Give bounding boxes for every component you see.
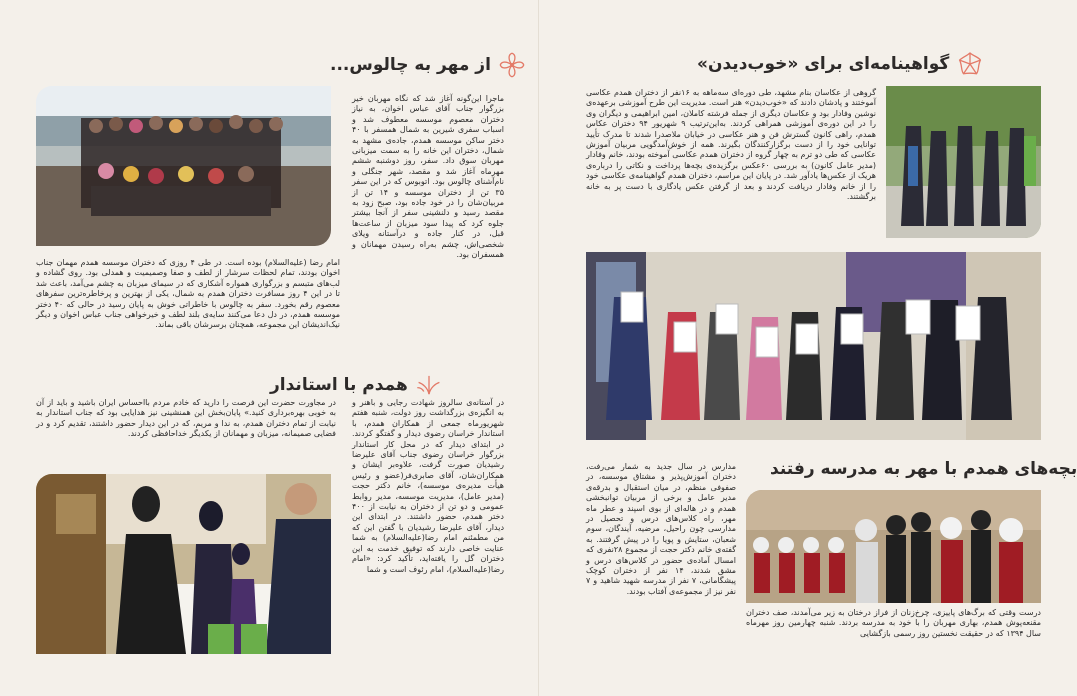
heading-text: همدم با استاندار xyxy=(270,375,408,395)
flower-icon xyxy=(416,372,442,398)
photo-girls-park xyxy=(886,86,1041,238)
story-ostandar-column-right: در آستانه‌ی سالروز شهادت رجایی و باهنر و به انگیزه‌ی بزرگداشت روز دولت، شنبه هفتم شهریورماه جمعی از همکاران همدم، با استاندار خراسان رضوی دیدار و گفتگو کردند. در ابتدای دیدار که در محل کار استاندار بزرگوار خراسان رضوی جناب آقای علیرضا رشیدیان صورت گرفت، علاوه‌بر ایشان و همکاران‌شان، آقای صابری‌فر(عضو و رئیس هیأت مدیره‌ی موسسه)، خانم دکتر حجت (مدیر عامل)، مدیریت موسسه، مدیر روابط عمومی و دو تن از دختران به نیابت از ۴۰۰ دختر همدم، حضور داشتند. در ابتدای این دیدار، آقای علیرضا رشیدیان با گفتن این که من مطمئنم امام رضا(علیه‌السلام) به شما عنایت خاصی دارند که توفیق خدمت به این دختران گل را یافته‌اید، تأکید کرد: «امام رضا(علیه‌السلام)، امام رئوف است و شما xyxy=(352,398,504,574)
photo-beach-group xyxy=(36,86,331,246)
story-chalus-column-right: ماجرا این‌گونه آغاز شد که نگاه مهربان خیر بزرگوار جناب آقای عباس اخوان، به نیاز دختران معصوم موسسه معطوف شد و اسباب سفری شیرین به شمال همسفر با ۴۰ دختر ساکن موسسه همدم، جاده‌ی مشهد به شمال، دختران این خانه را به سمت میزبانی مهربان سوق داد. سفر، روز دوشنبه ششم مهرماه آغاز شد و مقصد، شهر جنگلی و نام‌آشنای چالوس بود. اتوبوس که در این سفر ۳۵ تن از دختران موسسه و ۱۴ تن از مربیان‌شان را در خود جاده بود، صبح زود به مقصد رسید و دلنشینی سفر از آنجا بیشتر جلوه کرد که پیدا سود میزبان از ساعت‌ها قبل، در کنار جاده و درآستانه ویلای شخصی‌اش، چشم به‌راه رسیدن مهمانان و همسفران بود. xyxy=(352,94,504,260)
story-chalus-continuation: امام رضا (علیه‌السلام) بوده است. در طی ۴ روزی که دختران موسسه همدم مهمان جناب اخوان بودند، تمام لحظات سرشار از لطف و صفا وصمیمیت و همدلی بود. روی گشاده و لب‌های متبسم و بزرگواری همواره آشکاری که در سیمای میزبان به چشم می‌آمد، باعث شد تا در این ۴ روز مسافرت دختران همدم به شمال، یکی از بهترین و پرخاطره‌ترین سفرهای معصوم رقم بخورد. سفر به چالوس با خاطراتی خوش به پایان رسید در حالی که ۴۰ دختر موسسه همدم، در دل دعا می‌کنند سایه‌ی بلند لطف و خیرخواهی جناب عباس اخوان و دیگر نیک‌اندیشان این مجموعه، همچنان برسرشان باقی بماند. xyxy=(36,258,340,330)
heading-text: از مهر به چالوس... xyxy=(330,55,491,75)
heading-certificate xyxy=(697,51,983,77)
heading-text: گواهینامه‌ای برای «خوب‌دیدن» xyxy=(697,54,950,74)
heading-hamdam-ostandar xyxy=(270,372,442,398)
story-school-text: مدارس در سال جدید به شمار می‌رفت، دختران آموزش‌پذیر و مشتاق موسسه، در صفوفی منظم، در میان استقبال و بدرقه‌ی مدیر عامل و برخی از مربیان توانبخشی همدم و در هاله‌ای از بوی اسپند و عطر ماه مهر، راه کلاس‌های درس و تحصیل در مدارسی چون راحیل، مرضیه، آیندگان، سوم شعبان، ستایش و پویا را در پیش گرفتند. به گفته‌ی خانم دکتر حجت از مجموع ۲۸نفری که امسال آماده‌ی حضور در کلاس‌های درس و مشق شدند، ۱۴ نفر از دختران کوچک پیشگامانی، ۷ نفر از مدرسه شهید شاهید و ۷ نفر نیز از مجموعه‌ی آفتاب بودند. xyxy=(586,462,737,596)
page-fold xyxy=(538,0,539,696)
photo-certificates-group xyxy=(586,252,1041,440)
heading-school xyxy=(770,456,1077,482)
story-ostandar-column-left: در مجاورت حضرت این فرصت را دارید که خادم مردم بااحساس ایران باشید و باید از آن به خوبی بهره‌برداری کنید.» پایان‌بخش این همنشینی نیز هدایایی بود که جناب استاندار به نیابت از تمام دختران همدم، به ندا و مریم، که در این دیدار حضور داشتند، تقدیم کرد و در فضایی صمیمانه، میزبان و مهمانان از یکدیگر خداحافظی کردند. xyxy=(36,398,336,439)
photo-governor-meeting xyxy=(36,474,331,654)
heading-text: بچه‌های همدم با مهر به مدرسه رفتند xyxy=(770,459,1077,479)
photo-school-girls xyxy=(746,490,1041,603)
story-school-caption: درست وقتی که برگ‌های پاییزی، چرخ‌زنان از فراز درختان به زیر می‌آمدند، صف دختران مقنعه‌پوش همدم، بهاری مهربان را با خود به مدرسه بردند. شنبه چهارمین روز مهرماه سال ۱۳۹۴ که در حقیقت نخستین روز رسمی بازگشایی xyxy=(746,608,1041,638)
story-certificate-text: گروهی از عکاسان بنام مشهد، طی دوره‌ای سه‌ماهه به ۱۶نفر از دختران همدم عکاسی آموختند و پادشان دادند که «خوب‌دیدن» هنر است. مدیریت این طرح آموزشی برعهده‌ی نوشین وفادار بود و عکاسان دیگری از جمله فرشته کاملان، امین ابراهیمی و دیگران وی را در این دوره‌ی آموزشی همراهی کردند. به‌این‌ترتیب ۹ شهریور ۹۴ دختران عکاس همدم، راهی کانون گسترش فن و هنر عکاسی در خیابان ملاصدرا شدند تا مدرک تأیید توانایی خود را از دست برگزارکنندگان بگیرند. همه از خوش‌آمدگویی مربیان آموزش عکاسی که طی دو ترم به چهار گروه از دختران همدم عکاسی آموخته بودند، خانم وفادار (مدیر عامل کانون) به بررسی ۶۰عکس برگزیده‌ی بچه‌ها پرداخت و نکاتی را درباره‌ی هریک از عکس‌ها یادآور شد. در پایان این مراسم، دختران همدم گواهینامه‌ی عکاسی خود را از خانم وفادار دریافت کردند و بعد از گرفتن عکس یادگاری با دست پر به خانه برگشتند. xyxy=(586,88,877,202)
flower-icon xyxy=(957,51,983,77)
heading-mehr-chalus xyxy=(330,52,525,78)
flower-icon xyxy=(499,52,525,78)
